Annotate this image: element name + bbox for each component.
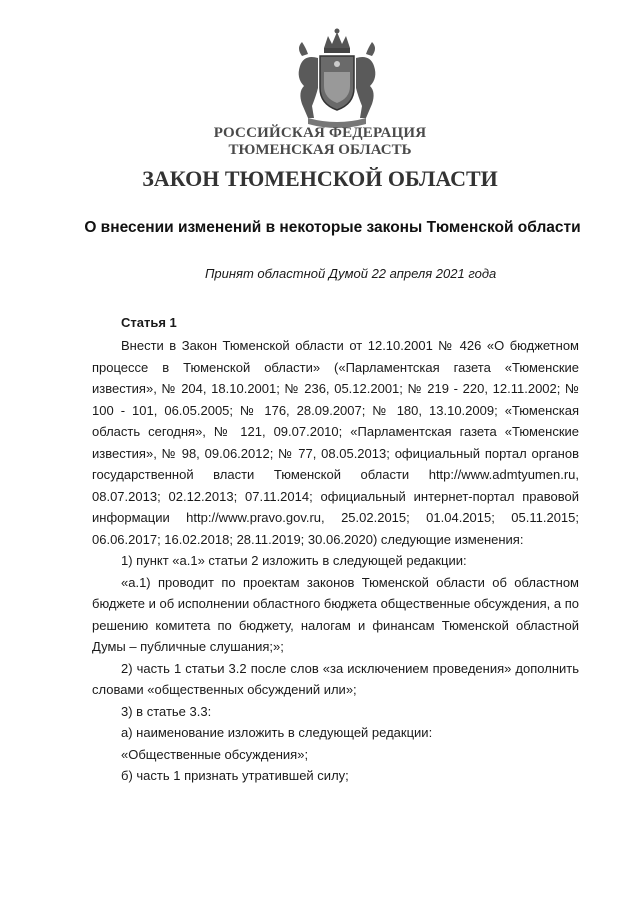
article-paragraph: а) наименование изложить в следующей редакции:	[121, 725, 433, 740]
article-paragraph: «а.1) проводит по проектам законов Тюменской области об областном бюджете и об исполнении областного бюджета общественные обсуждения, а по решению комитета по бюджету, налогам и финансам Тюменской областной Думы – публичные слушания;»;	[92, 574, 580, 654]
law-body	[92, 312, 579, 787]
coat-of-arms-emblem	[282, 26, 392, 136]
adoption-note: Принят областной Думой 22 апреля 2021 года	[205, 266, 497, 281]
article-paragraph: 3) в статье 3.3:	[121, 703, 212, 719]
article-paragraph: «Общественные обсуждения»;	[121, 746, 309, 762]
article-paragraph: Внести в Закон Тюменской области от 12.10.2001 № 426 «О бюджетном процессе в Тюменской области» («Парламентская газета «Тюменские известия», № 204, 18.10.2001; № 236, 05.12.2001; № 219 - 220, 12.11.2002; № 100 - 101, 06.05.2005; № 176, 28.09.2007; № 180, 13.10.2009; «Тюменская область сегодня», № 121, 09.07.2010; «Парламентская газета «Тюменские известия», № 98, 09.06.2012; № 77, 08.05.2013; официальный портал органов государственной власти Тюменской области http://www.admtyumen.ru, 08.07.2013; 02.12.2013; 07.11.2014; официальный интернет-портал правовой информации http://www.pravo.gov.ru, 25.02.2015; 01.04.2015; 05.11.2015; 06.06.2017; 16.02.2018; 28.11.2019; 30.06.2020) следующие изменения:	[92, 338, 579, 547]
article-paragraph: 1) пункт «а.1» статьи 2 изложить в следующей редакции:	[121, 553, 467, 568]
region-heading: ТЮМЕНСКАЯ ОБЛАСТЬ	[228, 142, 412, 158]
law-title: О внесении изменений в некоторые законы Тюменской области	[84, 219, 581, 236]
document-type-heading: ЗАКОН ТЮМЕНСКОЙ ОБЛАСТИ	[142, 166, 498, 191]
article-heading: Статья 1	[121, 315, 177, 330]
article-paragraph: 2) часть 1 статьи 3.2 после слов «за исключением проведения» дополнить словами «общественных обсуждений или»;	[92, 660, 579, 697]
federation-heading: РОССИЙСКАЯ ФЕДЕРАЦИЯ	[213, 125, 427, 141]
article-paragraph: б) часть 1 признать утратившей силу;	[121, 768, 349, 783]
